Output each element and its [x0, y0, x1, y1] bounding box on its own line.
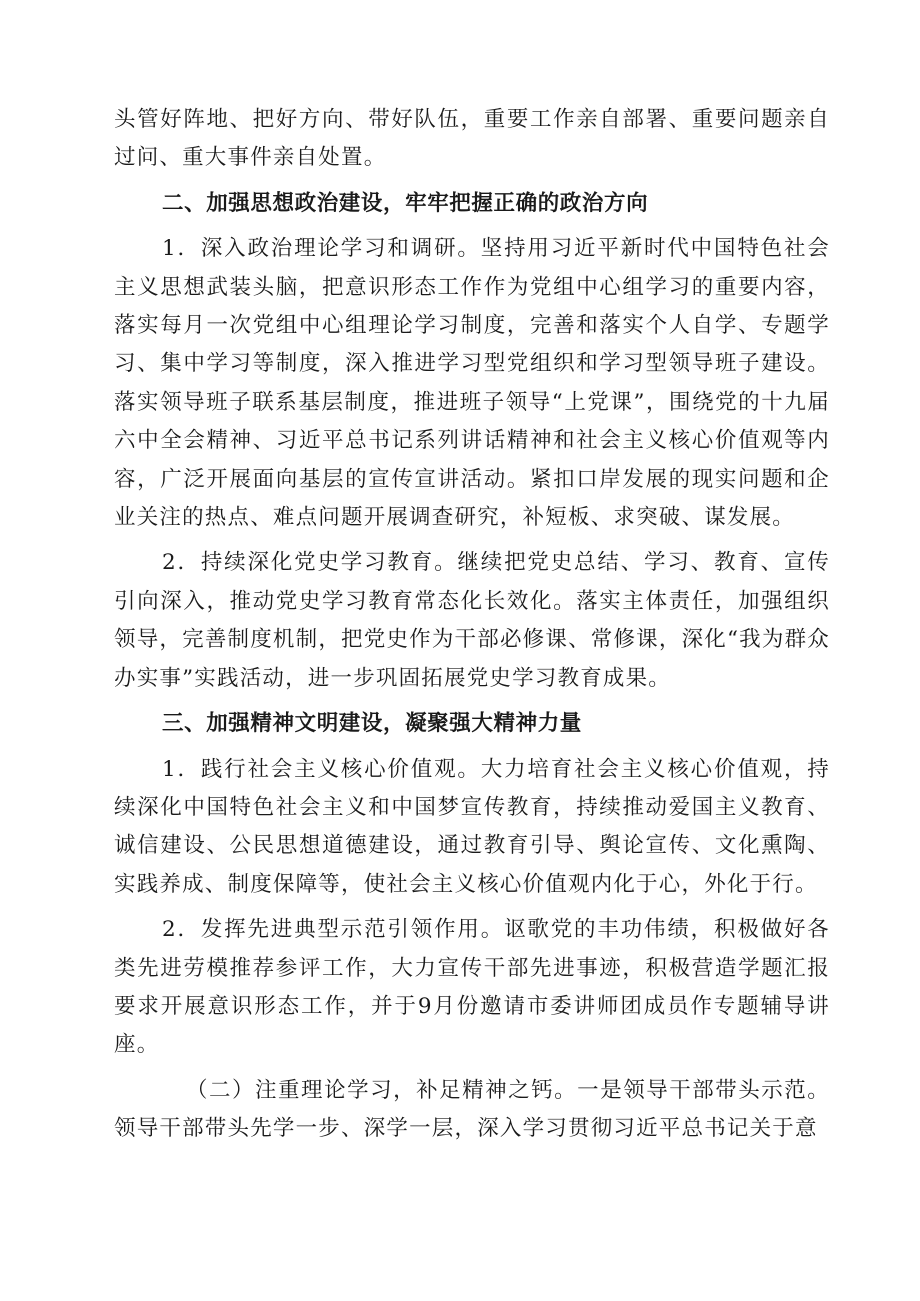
paragraph-item-3-1: 1．践行社会主义核心价值观。大力培育社会主义核心价值观，持续深化中国特色社会主义和中国梦宣传教育，持续推动爱国主义教育、诚信建设、公民思想道德建设，通过教育引导、舆论宣传、文化熏陶、实践养成、制度保障等，使社会主义核心价值观内化于心，外化于行。 — [114, 756, 830, 897]
paragraph-item-2-2: 2．持续深化党史学习教育。继续把党史总结、学习、教育、宣传引向深入，推动党史学习教育常态化长效化。落实主体责任，加强组织领导，完善制度机制，把党史作为干部必修课、常修课，深化“我为群众办实事”实践活动，进一步巩固拓展党史学习教育成果。 — [114, 550, 830, 691]
document-body — [114, 101, 830, 1156]
paragraph-continuation: 头管好阵地、把好方向、带好队伍，重要工作亲自部署、重要问题亲自过问、重大事件亲自处置。 — [114, 107, 830, 171]
paragraph-item-3-2: 2．发挥先进典型示范引领作用。讴歌党的丰功伟绩，积极做好各类先进劳模推荐参评工作，大力宣传干部先进事迹，积极营造学题汇报要求开展意识形态工作，并于9月份邀请市委讲师团成员作专题辅导讲座。 — [114, 917, 830, 1058]
section-heading-2: 二、加强思想政治建设，牢牢把握正确的政治方向 — [162, 190, 649, 216]
paragraph-sub-section-2: （二）注重理论学习，补足精神之钙。一是领导干部带头示范。领导干部带头先学一步、深学一层，深入学习贯彻习近平总书记关于意 — [114, 1077, 830, 1142]
paragraph-item-2-1: 1．深入政治理论学习和调研。坚持用习近平新时代中国特色社会主义思想武装头脑，把意识形态工作作为党组中心组学习的重要内容，落实每月一次党组中心组理论学习制度，完善和落实个人自学、专题学习、集中学习等制度，深入推进学习型党组织和学习型领导班子建设。落实领导班子联系基层制度，推进班子领导“上党课”，围绕党的十九届六中全会精神、习近平总书记系列讲话精神和社会主义核心价值观等内容，广泛开展面向基层的宣传宣讲活动。紧扣口岸发展的现实问题和企业关注的热点、难点问题开展调查研究，补短板、求突破、谋发展。 — [114, 236, 830, 531]
section-heading-3: 三、加强精神文明建设，凝聚强大精神力量 — [162, 711, 582, 737]
